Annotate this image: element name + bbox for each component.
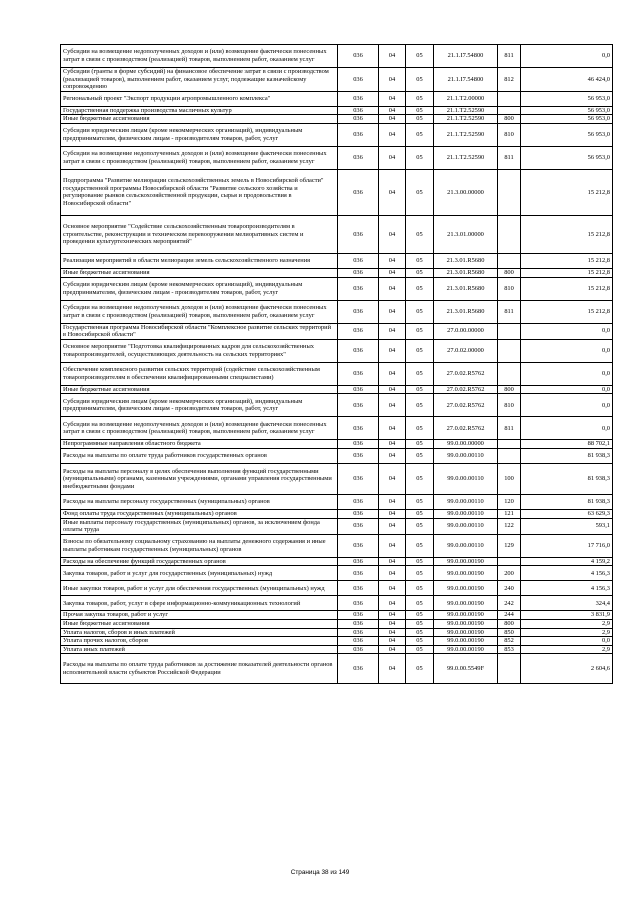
cell-vr [498, 339, 521, 362]
cell-vr: 810 [498, 123, 521, 146]
cell-pr: 05 [406, 463, 434, 494]
cell-name: Субсидии на возмещение недополученных доходов и (или) возмещение фактически понесенных затрат в связи с производством (реализацией) товаров, выполнением работ, оказанием услуг [61, 146, 338, 169]
cell-vr: 240 [498, 581, 521, 596]
budget-table [60, 44, 613, 684]
cell-vr: 811 [498, 300, 521, 323]
cell-ved: 036 [338, 440, 379, 449]
cell-name: Подпрограмма "Развитие мелиорации сельскохозяйственных земель в Новосибирской области" государственной программы Новосибирской области "Развитие сельского хозяйства и регулирование рынков сельскохозяйственной продукции, сырья и продовольствия в Новосибирской области" [61, 169, 338, 215]
cell-vr: 122 [498, 518, 521, 534]
cell-sum: 46 424,0 [521, 68, 613, 92]
cell-sum: 2,9 [521, 628, 613, 637]
table-row [61, 440, 613, 449]
cell-vr: 810 [498, 277, 521, 300]
table-row [61, 645, 613, 654]
cell-vr: 129 [498, 534, 521, 557]
cell-rz: 04 [379, 448, 406, 463]
cell-csr: 27.0.02.R5762 [434, 385, 498, 394]
cell-ved: 036 [338, 68, 379, 92]
cell-sum: 4 156,3 [521, 581, 613, 596]
cell-csr: 27.0.02.00000 [434, 339, 498, 362]
table-body [61, 45, 613, 684]
table-row [61, 581, 613, 596]
cell-rz: 04 [379, 106, 406, 115]
cell-rz: 04 [379, 339, 406, 362]
cell-csr: 99.0.00.00000 [434, 440, 498, 449]
cell-csr: 21.3.01.R5680 [434, 253, 498, 268]
cell-vr [498, 440, 521, 449]
cell-csr: 99.0.00.00110 [434, 448, 498, 463]
cell-sum: 0,0 [521, 385, 613, 394]
cell-rz: 04 [379, 91, 406, 106]
cell-name: Государственная поддержка производства масличных культур [61, 106, 338, 115]
cell-name: Уплата прочих налогов, сборов [61, 637, 338, 646]
cell-sum: 15 212,8 [521, 253, 613, 268]
cell-name: Иные закупки товаров, работ и услуг для обеспечения государственных (муниципальных) нужд [61, 581, 338, 596]
cell-name: Субсидии (гранты в форме субсидий) на финансовое обеспечение затрат в связи с производством (реализацией товаров), выполнением работ, оказанием услуг, подлежащие казначейскому сопровождению [61, 68, 338, 92]
cell-rz: 04 [379, 509, 406, 518]
cell-csr: 27.0.00.00000 [434, 323, 498, 339]
cell-pr: 05 [406, 494, 434, 509]
cell-name: Расходы на выплаты по оплате труда работников за достижение показателей деятельности органов исполнительной власти субъектов Российской Федерации [61, 654, 338, 684]
table-row [61, 518, 613, 534]
cell-sum: 63 629,3 [521, 509, 613, 518]
cell-ved: 036 [338, 123, 379, 146]
cell-rz: 04 [379, 417, 406, 440]
cell-rz: 04 [379, 215, 406, 253]
cell-name: Основное мероприятие "Подготовка квалифицированных кадров для сельскохозяйственных товаропроизводителей, осуществляющих деятельность на сельских территориях" [61, 339, 338, 362]
cell-pr: 05 [406, 619, 434, 628]
cell-vr: 800 [498, 619, 521, 628]
cell-ved: 036 [338, 362, 379, 385]
cell-name: Государственная программа Новосибирской области "Комплексное развитие сельских территорий в Новосибирской области" [61, 323, 338, 339]
cell-rz: 04 [379, 268, 406, 277]
cell-sum: 3 831,9 [521, 611, 613, 620]
cell-name: Непрограммные направления областного бюджета [61, 440, 338, 449]
cell-vr: 811 [498, 417, 521, 440]
cell-sum: 0,0 [521, 339, 613, 362]
cell-sum: 15 212,8 [521, 215, 613, 253]
table-row [61, 268, 613, 277]
cell-sum: 56 953,0 [521, 123, 613, 146]
cell-pr: 05 [406, 557, 434, 566]
cell-pr: 05 [406, 417, 434, 440]
cell-sum: 4 159,2 [521, 557, 613, 566]
cell-pr: 05 [406, 566, 434, 581]
cell-rz: 04 [379, 637, 406, 646]
cell-ved: 036 [338, 169, 379, 215]
table-row [61, 106, 613, 115]
cell-csr: 21.1.T2.52590 [434, 115, 498, 124]
cell-sum: 17 716,0 [521, 534, 613, 557]
table-row [61, 448, 613, 463]
cell-vr [498, 654, 521, 684]
table-row [61, 123, 613, 146]
table-row [61, 91, 613, 106]
cell-vr [498, 91, 521, 106]
cell-rz: 04 [379, 300, 406, 323]
cell-csr: 99.0.00.00190 [434, 611, 498, 620]
table-row [61, 417, 613, 440]
cell-ved: 036 [338, 637, 379, 646]
cell-pr: 05 [406, 91, 434, 106]
cell-sum: 324,4 [521, 596, 613, 611]
table-row [61, 463, 613, 494]
cell-csr: 99.0.00.00110 [434, 534, 498, 557]
cell-sum: 0,0 [521, 362, 613, 385]
cell-rz: 04 [379, 394, 406, 417]
cell-rz: 04 [379, 645, 406, 654]
cell-vr [498, 106, 521, 115]
cell-csr: 21.1.T2.52590 [434, 106, 498, 115]
cell-ved: 036 [338, 146, 379, 169]
cell-csr: 27.0.02.R5762 [434, 394, 498, 417]
cell-ved: 036 [338, 645, 379, 654]
cell-vr [498, 448, 521, 463]
cell-sum: 81 938,3 [521, 463, 613, 494]
table-row [61, 628, 613, 637]
cell-rz: 04 [379, 518, 406, 534]
cell-pr: 05 [406, 115, 434, 124]
cell-name: Иные выплаты персоналу государственных (муниципальных) органов, за исключением фонда оплаты труда [61, 518, 338, 534]
cell-ved: 036 [338, 566, 379, 581]
cell-csr: 99.0.00.00190 [434, 619, 498, 628]
cell-rz: 04 [379, 277, 406, 300]
cell-csr: 99.0.00.00190 [434, 596, 498, 611]
cell-ved: 036 [338, 448, 379, 463]
cell-pr: 05 [406, 448, 434, 463]
cell-rz: 04 [379, 45, 406, 68]
cell-rz: 04 [379, 494, 406, 509]
cell-sum: 4 156,3 [521, 566, 613, 581]
cell-name: Уплата налогов, сборов и иных платежей [61, 628, 338, 637]
cell-ved: 036 [338, 253, 379, 268]
cell-vr [498, 215, 521, 253]
cell-vr: 100 [498, 463, 521, 494]
cell-csr: 27.0.02.R5762 [434, 417, 498, 440]
table-row [61, 362, 613, 385]
cell-csr: 99.0.00.00110 [434, 509, 498, 518]
table-row [61, 68, 613, 92]
cell-ved: 036 [338, 557, 379, 566]
cell-name: Закупка товаров, работ, услуг в сфере информационно-коммуникационных технологий [61, 596, 338, 611]
cell-vr: 811 [498, 45, 521, 68]
table-row [61, 300, 613, 323]
cell-ved: 036 [338, 385, 379, 394]
cell-name: Расходы на выплаты персоналу государственных (муниципальных) органов [61, 494, 338, 509]
cell-name: Субсидии на возмещение недополученных доходов и (или) возмещение фактически понесенных затрат в связи с производством (реализацией) товаров, выполнением работ, оказанием услуг [61, 45, 338, 68]
cell-vr: 242 [498, 596, 521, 611]
cell-pr: 05 [406, 215, 434, 253]
cell-rz: 04 [379, 619, 406, 628]
cell-csr: 99.0.00.00190 [434, 645, 498, 654]
cell-rz: 04 [379, 654, 406, 684]
cell-vr: 244 [498, 611, 521, 620]
cell-name: Региональный проект "Экспорт продукции агропромышленного комплекса" [61, 91, 338, 106]
table-row [61, 654, 613, 684]
cell-ved: 036 [338, 596, 379, 611]
cell-rz: 04 [379, 581, 406, 596]
cell-name: Субсидии юридическим лицам (кроме некоммерческих организаций), индивидуальным предпринимателям, физическим лицам - производителям товаров, работ, услуг [61, 123, 338, 146]
table-row [61, 611, 613, 620]
table-row [61, 637, 613, 646]
cell-name: Закупка товаров, работ и услуг для государственных (муниципальных) нужд [61, 566, 338, 581]
cell-sum: 81 938,3 [521, 448, 613, 463]
cell-pr: 05 [406, 394, 434, 417]
cell-vr [498, 362, 521, 385]
cell-ved: 036 [338, 581, 379, 596]
cell-rz: 04 [379, 611, 406, 620]
cell-csr: 99.0.00.00110 [434, 463, 498, 494]
cell-rz: 04 [379, 68, 406, 92]
cell-csr: 99.0.00.00110 [434, 494, 498, 509]
cell-pr: 05 [406, 253, 434, 268]
table-row [61, 45, 613, 68]
cell-csr: 21.1.T2.00000 [434, 91, 498, 106]
cell-csr: 21.3.01.00000 [434, 215, 498, 253]
cell-pr: 05 [406, 596, 434, 611]
cell-csr: 21.1.I7.54800 [434, 68, 498, 92]
table-row [61, 394, 613, 417]
cell-sum: 0,0 [521, 323, 613, 339]
cell-ved: 036 [338, 215, 379, 253]
cell-pr: 05 [406, 123, 434, 146]
cell-sum: 56 953,0 [521, 106, 613, 115]
table-row [61, 566, 613, 581]
cell-vr: 800 [498, 268, 521, 277]
cell-sum: 0,0 [521, 394, 613, 417]
cell-sum: 56 953,0 [521, 91, 613, 106]
cell-rz: 04 [379, 385, 406, 394]
cell-csr: 21.1.T2.52590 [434, 123, 498, 146]
table-row [61, 534, 613, 557]
cell-pr: 05 [406, 654, 434, 684]
cell-pr: 05 [406, 440, 434, 449]
cell-ved: 036 [338, 611, 379, 620]
cell-name: Расходы на выплаты по оплате труда работников государственных органов [61, 448, 338, 463]
cell-vr: 853 [498, 645, 521, 654]
cell-pr: 05 [406, 645, 434, 654]
cell-pr: 05 [406, 637, 434, 646]
cell-pr: 05 [406, 268, 434, 277]
cell-name: Реализация мероприятий в области мелиорации земель сельскохозяйственного назначения [61, 253, 338, 268]
table-row [61, 277, 613, 300]
table-row [61, 115, 613, 124]
cell-vr: 200 [498, 566, 521, 581]
cell-vr: 121 [498, 509, 521, 518]
cell-name: Прочая закупка товаров, работ и услуг [61, 611, 338, 620]
cell-ved: 036 [338, 300, 379, 323]
cell-sum: 56 953,0 [521, 115, 613, 124]
cell-sum: 15 212,8 [521, 277, 613, 300]
page-number: Страница 38 из 149 [290, 869, 350, 876]
cell-vr [498, 169, 521, 215]
table-row [61, 385, 613, 394]
cell-csr: 99.0.00.00190 [434, 557, 498, 566]
cell-csr: 99.0.00.00110 [434, 518, 498, 534]
cell-ved: 036 [338, 115, 379, 124]
cell-rz: 04 [379, 440, 406, 449]
cell-sum: 15 212,8 [521, 300, 613, 323]
table-row [61, 509, 613, 518]
cell-rz: 04 [379, 146, 406, 169]
cell-sum: 15 212,8 [521, 268, 613, 277]
cell-sum: 593,1 [521, 518, 613, 534]
cell-ved: 036 [338, 277, 379, 300]
table-row [61, 596, 613, 611]
cell-pr: 05 [406, 611, 434, 620]
table-row [61, 253, 613, 268]
table-row [61, 494, 613, 509]
cell-ved: 036 [338, 463, 379, 494]
cell-ved: 036 [338, 654, 379, 684]
cell-vr: 800 [498, 115, 521, 124]
cell-name: Субсидии на возмещение недополученных доходов и (или) возмещение фактически понесенных затрат в связи с производством (реализацией) товаров, выполнением работ, оказанием услуг [61, 300, 338, 323]
cell-sum: 2,9 [521, 645, 613, 654]
cell-csr: 99.0.00.5549F [434, 654, 498, 684]
table-row [61, 619, 613, 628]
cell-ved: 036 [338, 268, 379, 277]
cell-sum: 2,9 [521, 619, 613, 628]
cell-name: Взносы по обязательному социальному страхованию на выплаты денежного содержания и иные выплаты работникам государственных (муниципальных) органов [61, 534, 338, 557]
cell-csr: 99.0.00.00190 [434, 637, 498, 646]
cell-rz: 04 [379, 253, 406, 268]
cell-ved: 036 [338, 106, 379, 115]
cell-csr: 21.3.01.R5680 [434, 300, 498, 323]
cell-name: Уплата иных платежей [61, 645, 338, 654]
cell-pr: 05 [406, 362, 434, 385]
cell-ved: 036 [338, 45, 379, 68]
cell-rz: 04 [379, 557, 406, 566]
cell-rz: 04 [379, 566, 406, 581]
cell-ved: 036 [338, 628, 379, 637]
cell-rz: 04 [379, 596, 406, 611]
cell-sum: 81 938,3 [521, 494, 613, 509]
cell-ved: 036 [338, 509, 379, 518]
cell-ved: 036 [338, 619, 379, 628]
table-row [61, 557, 613, 566]
cell-pr: 05 [406, 277, 434, 300]
cell-sum: 56 953,0 [521, 146, 613, 169]
cell-ved: 036 [338, 417, 379, 440]
cell-rz: 04 [379, 123, 406, 146]
cell-vr: 810 [498, 394, 521, 417]
cell-name: Основное мероприятие "Содействие сельскохозяйственным товаропроизводителям в строительстве, реконструкции и техническом перевооружении мелиоративных систем и проведении культуртехнических мероприятий" [61, 215, 338, 253]
cell-pr: 05 [406, 385, 434, 394]
cell-pr: 05 [406, 518, 434, 534]
cell-vr [498, 323, 521, 339]
cell-vr: 852 [498, 637, 521, 646]
cell-name: Субсидии юридическим лицам (кроме некоммерческих организаций), индивидуальным предпринимателям, физическим лицам - производителям товаров, работ, услуг [61, 277, 338, 300]
cell-vr: 812 [498, 68, 521, 92]
table-row [61, 169, 613, 215]
cell-name: Фонд оплаты труда государственных (муниципальных) органов [61, 509, 338, 518]
cell-sum: 2 604,6 [521, 654, 613, 684]
cell-sum: 0,0 [521, 417, 613, 440]
cell-rz: 04 [379, 628, 406, 637]
cell-pr: 05 [406, 45, 434, 68]
cell-csr: 21.1.T2.52590 [434, 146, 498, 169]
cell-pr: 05 [406, 628, 434, 637]
cell-vr: 120 [498, 494, 521, 509]
cell-pr: 05 [406, 509, 434, 518]
cell-name: Иные бюджетные ассигнования [61, 619, 338, 628]
cell-csr: 21.1.I7.54800 [434, 45, 498, 68]
cell-sum: 0,0 [521, 637, 613, 646]
cell-name: Субсидии юридическим лицам (кроме некоммерческих организаций), индивидуальным предпринимателям, физическим лицам - производителям товаров, работ, услуг [61, 394, 338, 417]
table-row [61, 215, 613, 253]
table-row [61, 146, 613, 169]
cell-name: Иные бюджетные ассигнования [61, 115, 338, 124]
cell-rz: 04 [379, 169, 406, 215]
cell-csr: 99.0.00.00190 [434, 628, 498, 637]
cell-rz: 04 [379, 323, 406, 339]
cell-vr: 811 [498, 146, 521, 169]
cell-vr: 800 [498, 385, 521, 394]
cell-ved: 036 [338, 394, 379, 417]
cell-rz: 04 [379, 115, 406, 124]
cell-vr: 850 [498, 628, 521, 637]
cell-pr: 05 [406, 68, 434, 92]
cell-csr: 21.3.01.R5680 [434, 277, 498, 300]
table-row [61, 323, 613, 339]
cell-csr: 27.0.02.R5762 [434, 362, 498, 385]
cell-sum: 88 702,1 [521, 440, 613, 449]
cell-sum: 15 212,8 [521, 169, 613, 215]
cell-pr: 05 [406, 581, 434, 596]
cell-csr: 99.0.00.00190 [434, 566, 498, 581]
cell-rz: 04 [379, 463, 406, 494]
cell-csr: 99.0.00.00190 [434, 581, 498, 596]
cell-csr: 21.3.01.R5680 [434, 268, 498, 277]
cell-ved: 036 [338, 534, 379, 557]
cell-ved: 036 [338, 91, 379, 106]
cell-vr [498, 557, 521, 566]
cell-ved: 036 [338, 339, 379, 362]
cell-name: Расходы на выплаты персоналу в целях обеспечения выполнения функций государственными (муниципальными) органами, казенными учреждениями, органами управления государственными внебюджетными фондами [61, 463, 338, 494]
cell-pr: 05 [406, 146, 434, 169]
cell-ved: 036 [338, 518, 379, 534]
cell-sum: 0,0 [521, 45, 613, 68]
cell-pr: 05 [406, 106, 434, 115]
cell-pr: 05 [406, 339, 434, 362]
cell-ved: 036 [338, 323, 379, 339]
cell-name: Субсидии на возмещение недополученных доходов и (или) возмещение фактически понесенных затрат в связи с производством (реализацией) товаров, выполнением работ, оказанием услуг [61, 417, 338, 440]
cell-pr: 05 [406, 323, 434, 339]
cell-csr: 21.3.00.00000 [434, 169, 498, 215]
cell-name: Иные бюджетные ассигнования [61, 385, 338, 394]
cell-name: Иные бюджетные ассигнования [61, 268, 338, 277]
cell-name: Обеспечение комплексного развития сельских территорий (содействие сельскохозяйственным товаропроизводителям в обеспечении квалифицированными специалистами) [61, 362, 338, 385]
cell-pr: 05 [406, 169, 434, 215]
cell-vr [498, 253, 521, 268]
cell-pr: 05 [406, 300, 434, 323]
table-row [61, 339, 613, 362]
cell-ved: 036 [338, 494, 379, 509]
cell-pr: 05 [406, 534, 434, 557]
cell-rz: 04 [379, 534, 406, 557]
cell-rz: 04 [379, 362, 406, 385]
cell-name: Расходы на обеспечение функций государственных органов [61, 557, 338, 566]
